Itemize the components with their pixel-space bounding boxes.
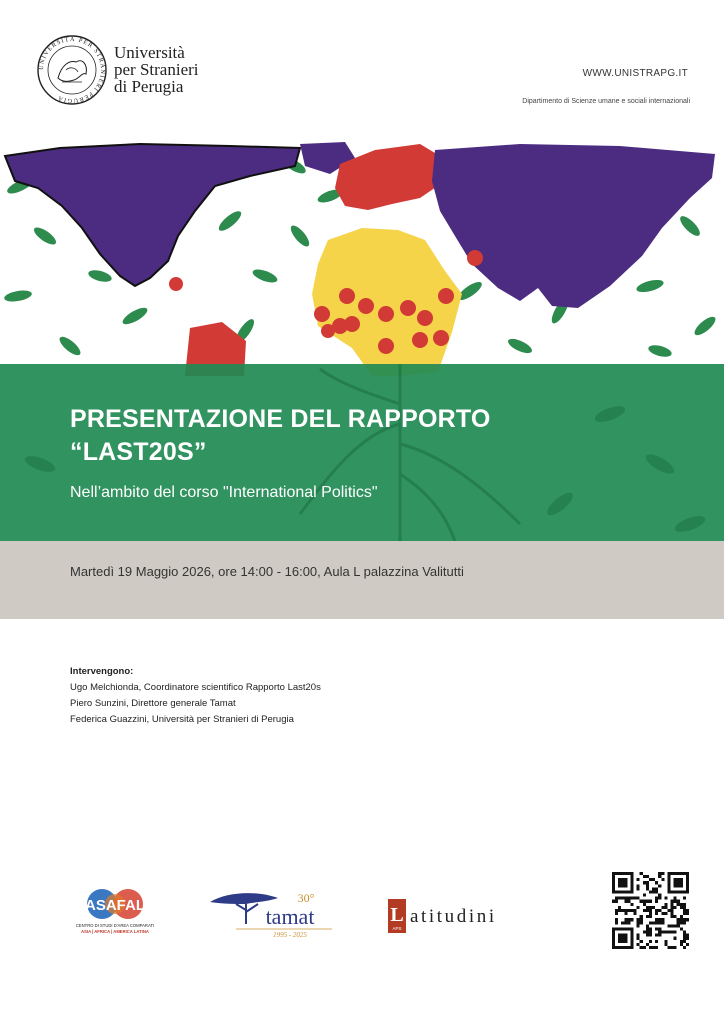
speakers-section [70, 664, 321, 728]
speaker-item: Federica Guazzini, Università per Stranieri di Perugia [70, 714, 294, 725]
tamat-name: tamat [265, 904, 315, 929]
tamat-years: 1995 - 2025 [273, 931, 307, 939]
asafal-caption-line-1: CENTRO DI STUDI D'AREA COMPARATI [75, 923, 155, 928]
asafal-logo [72, 886, 158, 938]
website-link[interactable]: WWW.UNISTRAPG.IT [582, 68, 688, 79]
department-name: Dipartimento di Scienze umane e sociali internazionali [522, 98, 690, 105]
seal-text: UNIVERSITÀ PER STRANIERI PERUGIA [37, 35, 107, 105]
speaker-item: Piero Sunzini, Direttore generale Tamat [70, 698, 236, 709]
speakers-heading: Intervengono: [70, 666, 134, 677]
university-name [114, 44, 199, 95]
event-title-line-1: PRESENTAZIONE DEL RAPPORTO [70, 405, 491, 433]
qr-code[interactable] [612, 872, 689, 949]
event-title-line-2: “LAST20S” [70, 438, 207, 466]
speaker-item: Ugo Melchionda, Coordinatore scientifico Rapporto Last20s [70, 682, 321, 693]
latitudini-aps: APS [392, 926, 402, 931]
asafal-caption-line-2: ASIA | AFRICA | AMERICA LATINA [81, 929, 149, 934]
event-title [70, 403, 670, 469]
date-band [0, 541, 724, 619]
asafal-name: ASAFAL [85, 897, 145, 914]
latitudini-wordmark: atitudini [410, 906, 497, 927]
title-band [0, 364, 724, 541]
university-name-line-2: per Stranieri [114, 60, 199, 79]
university-name-line-3: di Perugia [114, 77, 184, 96]
event-subtitle: Nell’ambito del corso "International Politics" [70, 484, 378, 501]
university-name-line-1: Università [114, 43, 185, 62]
latitudini-logo [386, 896, 558, 936]
north-america-shape [5, 144, 300, 286]
latitudini-letter: L [390, 904, 404, 926]
world-map-illustration [0, 136, 724, 376]
university-seal-logo [36, 34, 108, 106]
event-date-time-place: Martedì 19 Maggio 2026, ore 14:00 - 16:00, Aula L palazzina Valitutti [70, 564, 464, 579]
tamat-logo [206, 888, 336, 940]
tamat-anniversary: 30° [297, 891, 315, 905]
